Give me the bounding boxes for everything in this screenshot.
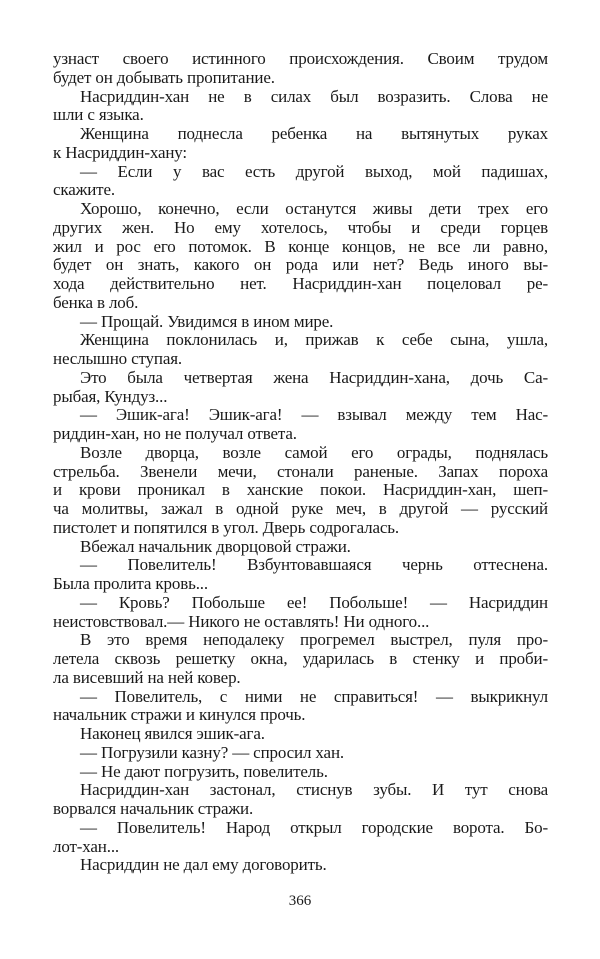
paragraph bbox=[53, 50, 548, 88]
paragraph bbox=[53, 313, 548, 332]
text-line: будет он знать, какого он рода или нет? Ведь иного вы- bbox=[53, 255, 548, 275]
paragraph bbox=[53, 369, 548, 407]
text-line: неистовствовал.— Никого не оставлять! Ни одного... bbox=[53, 611, 430, 631]
text-line: Вбежал начальник дворцовой стражи. bbox=[80, 536, 351, 556]
paragraph bbox=[53, 125, 548, 163]
text-line: Наконец явился эшик-ага. bbox=[80, 724, 265, 743]
text-line: ворвался начальник стражи. bbox=[53, 799, 254, 818]
paragraph bbox=[53, 725, 548, 744]
paragraph bbox=[53, 594, 548, 632]
text-line: стрельба. Звенели мечи, стонали раненые. Запах пороха bbox=[53, 461, 548, 481]
text-line: Женщина поклонилась и, прижав к себе сына, ушла, bbox=[80, 330, 548, 350]
text-line: летела сквозь решетку окна, ударилась в стенку и проби- bbox=[53, 649, 548, 668]
paragraph bbox=[53, 631, 548, 687]
text-line: — Прощай. Увидимся в ином мире. bbox=[80, 311, 334, 331]
text-line: других жен. Но ему хотелось, чтобы и среди горцев bbox=[53, 217, 548, 237]
text-line: и крови проникал в ханские покои. Насриддин-хан, шеп- bbox=[53, 480, 548, 500]
paragraph bbox=[53, 688, 548, 726]
paragraph bbox=[53, 763, 548, 782]
text-line: жил и рос его потомок. В конце концов, не все ли равно, bbox=[53, 236, 548, 256]
text-line: Женщина поднесла ребенка на вытянутых руках bbox=[80, 124, 548, 143]
text-line: Возле дворца, возле самой его ограды, поднялась bbox=[80, 442, 548, 462]
text-line: скажите. bbox=[53, 180, 115, 200]
paragraph bbox=[53, 444, 548, 538]
text-line: Насриддин не дал ему договорить. bbox=[80, 855, 327, 875]
paragraph bbox=[53, 856, 548, 875]
text-line: Была пролита кровь... bbox=[53, 574, 208, 593]
text-line: к Насриддин-хану: bbox=[53, 142, 187, 162]
text-line: — Не дают погрузить, повелитель. bbox=[80, 761, 328, 781]
page-body-text bbox=[53, 50, 548, 875]
paragraph bbox=[53, 331, 548, 369]
paragraph bbox=[53, 538, 548, 557]
text-line: — Если у вас есть другой выход, мой падишах, bbox=[80, 161, 548, 181]
paragraph bbox=[53, 556, 548, 594]
paragraph bbox=[53, 406, 548, 444]
text-line: — Повелитель! Народ открыл городские ворота. Бо- bbox=[80, 817, 548, 837]
text-line: Хорошо, конечно, если останутся живы дети трех его bbox=[80, 199, 548, 218]
text-line: Это была четвертая жена Насриддин-хана, дочь Са- bbox=[80, 367, 548, 387]
paragraph bbox=[53, 819, 548, 857]
text-line: риддин-хан, но не получал ответа. bbox=[53, 424, 297, 443]
text-line: бенка в лоб. bbox=[53, 292, 139, 312]
page-number: 366 bbox=[288, 893, 312, 909]
paragraph bbox=[53, 88, 548, 126]
text-line: будет он добывать пропитание. bbox=[53, 67, 275, 87]
text-line: — Эшик-ага! Эшик-ага! — взывал между тем Нас- bbox=[80, 405, 548, 425]
text-line: Насриддин-хан не в силах был возразить. Слова не bbox=[80, 86, 548, 106]
text-line: ла висевший на ней ковер. bbox=[53, 667, 241, 687]
text-line: — Повелитель! Взбунтовавшаяся чернь оттеснена. bbox=[80, 555, 548, 575]
paragraph bbox=[53, 781, 548, 819]
text-line: лот-хан... bbox=[53, 836, 120, 856]
paragraph bbox=[53, 163, 548, 201]
paragraph bbox=[53, 744, 548, 763]
text-line: — Кровь? Побольше ее! Побольше! — Насриддин bbox=[80, 592, 548, 612]
text-line: начальник стражи и кинулся прочь. bbox=[53, 705, 306, 725]
text-line: Насриддин-хан застонал, стиснув зубы. И тут снова bbox=[80, 780, 548, 800]
text-line: В это время неподалеку прогремел выстрел, пуля про- bbox=[80, 630, 548, 650]
paragraph bbox=[53, 200, 548, 313]
text-line: неслышно ступая. bbox=[53, 349, 183, 368]
text-line: — Повелитель, с ними не справиться! — выкрикнул bbox=[80, 686, 548, 706]
text-line: ча молитвы, зажал в одной руке меч, в другой — русский bbox=[53, 499, 548, 518]
text-line: — Погрузили казну? — спросил хан. bbox=[80, 742, 344, 762]
text-line: рыбая, Кундуз... bbox=[53, 386, 168, 406]
text-line: узнаст своего истинного происхождения. Своим трудом bbox=[53, 49, 548, 68]
text-line: пистолет и попятился в угол. Дверь содрогалась. bbox=[53, 517, 399, 537]
text-line: хода действительно нет. Насриддин-хан поцеловал ре- bbox=[53, 274, 548, 293]
text-line: шли с языка. bbox=[53, 105, 144, 125]
